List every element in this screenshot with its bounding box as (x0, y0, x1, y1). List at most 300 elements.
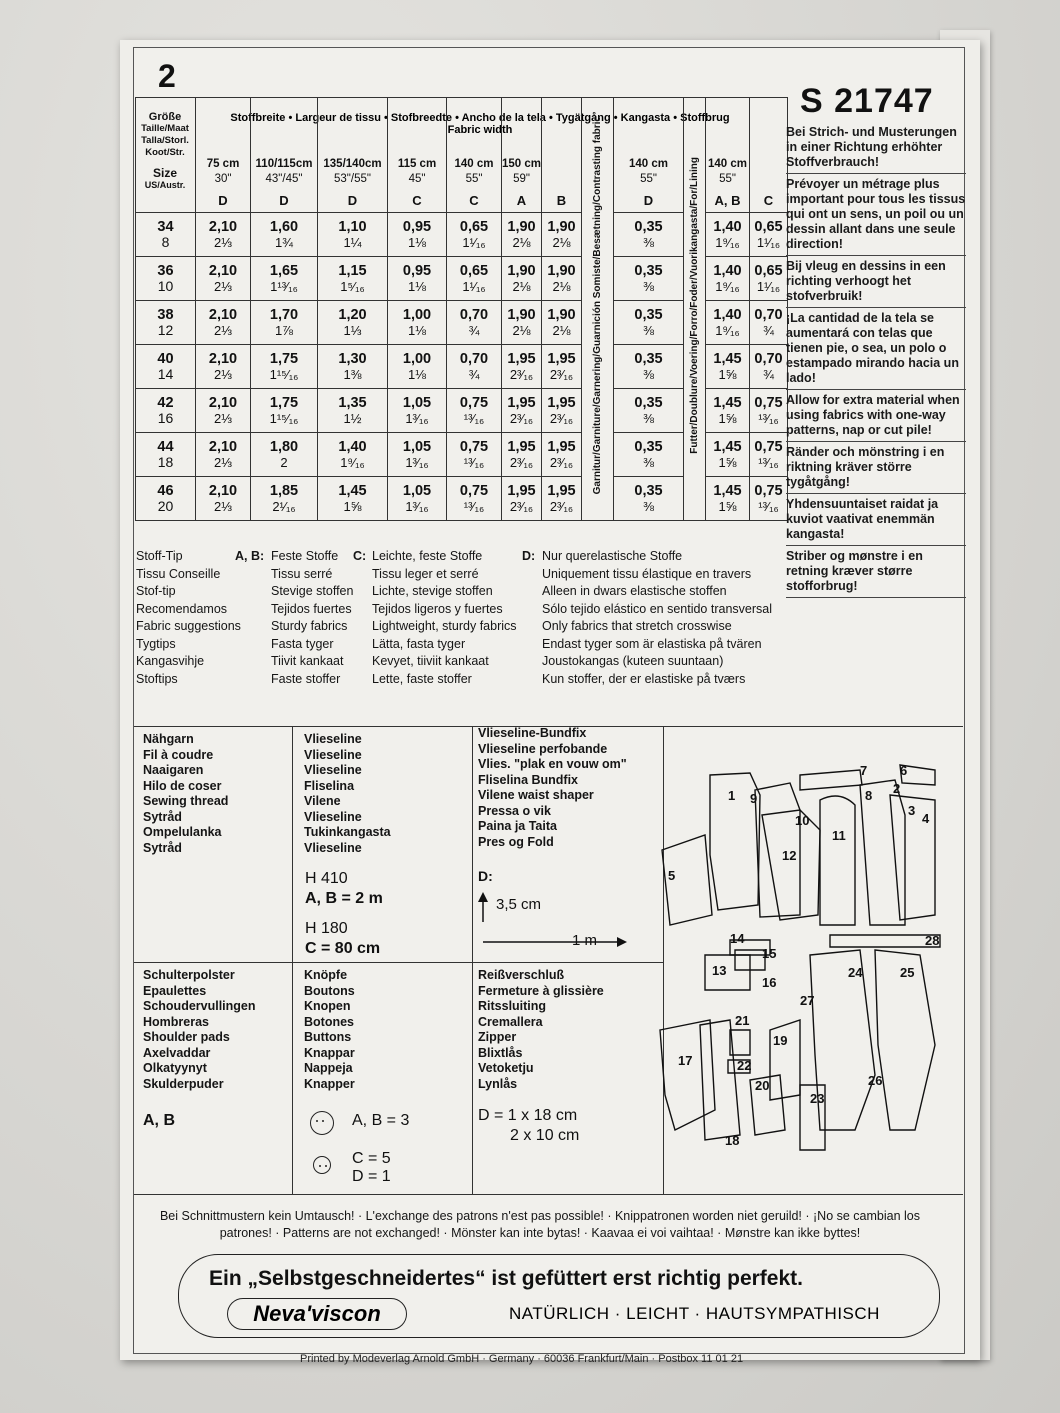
view-letter: C (412, 193, 422, 208)
fabric-width-column (502, 98, 542, 213)
tip-label: Recomendamos (136, 601, 228, 616)
yardage-cell (614, 433, 684, 477)
divider (292, 726, 293, 1194)
yardage-yards: ¹³⁄₁₆ (758, 454, 779, 470)
yardage-meters: 1,65 (269, 262, 299, 279)
yardage-cell (318, 389, 388, 433)
yardage-meters: 1,95 (507, 350, 536, 367)
size-sub: US/Austr. (144, 180, 186, 190)
pattern-piece-number: 22 (737, 1058, 752, 1073)
yardage-meters: 1,45 (713, 394, 742, 411)
yardage-cell (542, 301, 582, 345)
yardage-cell (542, 345, 582, 389)
yardage-cell (542, 389, 582, 433)
pattern-piece-number: 3 (908, 803, 916, 818)
yardage-yards: ¹³⁄₁₆ (758, 498, 779, 514)
yardage-meters: 1,05 (402, 394, 432, 411)
shoulder-pad-views: A, B (143, 1112, 175, 1129)
tips-labels (136, 548, 241, 688)
thread-label: Sewing thread (143, 794, 229, 808)
yardage-yards: 1⁹⁄₁₆ (340, 454, 365, 470)
yardage-cell (750, 433, 788, 477)
size-header-es: Talla/Storl. (141, 135, 189, 146)
slogan-text: Ein „Selbstgeschneidertes“ ist gefüttert erst richtig perfekt. (209, 1267, 803, 1290)
size-eu: 40 (157, 350, 174, 367)
yardage-cell (388, 433, 447, 477)
yardage-meters: 0,65 (754, 262, 783, 279)
yardage-meters: 2,10 (208, 482, 238, 499)
yardage-meters: 0,75 (754, 482, 783, 499)
pattern-piece-number: 4 (922, 811, 930, 826)
width-in: 43"/45" (265, 173, 303, 185)
yardage-cell (447, 345, 502, 389)
yardage-cell (706, 389, 750, 433)
yardage-yards: ¾ (763, 366, 774, 382)
tip-c-text: Lätta, fasta tyger (372, 636, 466, 651)
tip-label: Stof-tip (136, 584, 176, 598)
yardage-meters: 1,75 (269, 350, 299, 367)
yardage-yards: 2⅛ (552, 234, 571, 250)
width-in: 53"/55" (334, 173, 371, 185)
pattern-piece-shape (830, 935, 940, 947)
pattern-piece-number: 14 (730, 931, 745, 946)
yardage-yards: 1¹³⁄₁₆ (270, 278, 298, 294)
yardage-meters: 1,45 (713, 482, 742, 499)
yardage-cell (251, 477, 318, 521)
yardage-cell (447, 257, 502, 301)
yardage-meters: 0,65 (459, 262, 489, 279)
fabric-width-column (196, 98, 251, 213)
yardage-yards: 2⅓ (213, 322, 233, 338)
pattern-piece-number: 10 (795, 813, 810, 828)
buttons-c-count: C = 5 (352, 1150, 391, 1167)
yardage-yards: 1⅝ (718, 454, 737, 470)
tip-d-text: Kun stoffer, der er elastiske på tværs (542, 671, 746, 686)
zipper-label: Fermeture à glissière (478, 983, 604, 998)
yardage-meters: 0,35 (634, 306, 663, 323)
tip-d-text: Nur querelastische Stoffe (542, 549, 683, 563)
size-label: Size (152, 166, 177, 180)
thread-label: Sytråd (143, 809, 182, 824)
pattern-piece-number: 7 (860, 763, 868, 778)
tips-c (372, 548, 517, 688)
tip-d-text: Sólo tejido elástico en sentido transversal (542, 601, 772, 616)
size-eu: 42 (157, 394, 174, 411)
yardage-meters: 1,85 (269, 482, 299, 499)
width-cm: 140 cm (454, 158, 494, 170)
yardage-cell (447, 301, 502, 345)
size-cell (136, 301, 196, 345)
tip-ab-text: Tiivit kankaat (271, 654, 344, 668)
yardage-yards: 2⅛ (552, 278, 571, 294)
interfacing-label: Vlieseline (304, 840, 362, 855)
yardage-cell (542, 477, 582, 521)
yardage-yards: 1¼ (343, 234, 362, 250)
bundfix-label: Paina ja Taita (478, 819, 557, 833)
pattern-piece-shape (762, 810, 820, 920)
tip-label: Tissu Conseille (136, 566, 221, 581)
pattern-piece-shape (700, 1020, 740, 1140)
yardage-yards: ⅜ (643, 366, 654, 382)
fabric-width-column (750, 98, 788, 213)
button-label: Knappar (304, 1045, 355, 1060)
yardage-yards: 2 (280, 454, 288, 470)
width-cm: 75 cm (206, 158, 240, 170)
button-label: Buttons (304, 1030, 352, 1044)
view-letter: A, B (714, 193, 741, 208)
view-letter: A (516, 193, 527, 208)
exchange-line-2: patrones! · Patterns are not exchanged! · Mönster kan inte bytas! · Kaavaa ei voi vaihtaa! · Mønstre kan ikke byttes! (219, 1226, 861, 1240)
yardage-cell (251, 213, 318, 257)
bundfix-d-label: D: (478, 868, 493, 884)
buttons-ab-count: A, B = 3 (352, 1112, 410, 1129)
yardage-cell (542, 257, 582, 301)
view-letter: D (643, 193, 654, 208)
fabric-width-column (388, 98, 447, 213)
size-eu: 44 (157, 438, 174, 455)
yardage-meters: 0,75 (459, 394, 489, 411)
button-label: Nappeja (304, 1061, 353, 1075)
yardage-meters: 1,95 (507, 482, 536, 499)
yardage-yards: ⅜ (643, 454, 654, 470)
tip-ab-text: Tejidos fuertes (271, 601, 352, 616)
yardage-meters: 0,35 (634, 394, 663, 411)
yardage-yards: ¾ (468, 366, 480, 382)
pattern-piece-number: 2 (893, 781, 901, 796)
size-header-cell (136, 98, 196, 213)
yardage-yards: ⅜ (643, 410, 654, 426)
pattern-piece-number: 1 (728, 788, 736, 803)
shoulder-pad-label: Shoulder pads (143, 1030, 230, 1044)
yardage-yards: 1¹⁄₁₆ (756, 278, 781, 294)
pattern-piece-number: 17 (678, 1053, 693, 1068)
tip-c-text: Lightweight, sturdy fabrics (372, 619, 517, 633)
yardage-meters: 1,20 (338, 306, 367, 323)
shoulder-pad-label: Schoudervullingen (143, 999, 256, 1013)
yardage-table (135, 97, 788, 521)
yardage-meters: 1,00 (402, 350, 432, 367)
button-label: Knopen (304, 999, 351, 1013)
yardage-meters: 2,10 (208, 438, 238, 455)
pattern-pieces-diagram (650, 755, 950, 1155)
zipper-labels (478, 968, 604, 1092)
thread-label: Ompelulanka (143, 825, 222, 839)
tip-label: Kangasvihje (136, 654, 205, 668)
yardage-meters: 1,00 (402, 306, 432, 323)
yardage-yards: 2³⁄₁₆ (509, 498, 534, 514)
zipper-label: Lynlås (478, 1076, 518, 1091)
contrast-fabric-header (582, 98, 614, 521)
bundfix-label: Vlies. "plak en vouw om" (478, 757, 627, 771)
yardage-cell (542, 213, 582, 257)
yardage-cell (251, 257, 318, 301)
yardage-meters: 1,45 (713, 350, 742, 367)
view-letter: C (469, 193, 479, 208)
size-eu: 34 (157, 218, 174, 235)
yardage-cell (502, 433, 542, 477)
yardage-meters: 1,95 (547, 482, 576, 499)
yardage-cell (614, 301, 684, 345)
pattern-piece-number: 21 (735, 1013, 750, 1028)
yardage-yards: 1⅓ (343, 322, 362, 338)
divider (134, 1194, 963, 1195)
width-cm: 140 cm (707, 158, 747, 170)
pattern-piece-number: 25 (900, 965, 915, 980)
yardage-meters: 1,10 (338, 218, 367, 235)
yardage-cell (447, 477, 502, 521)
width-in: 45" (408, 173, 426, 185)
divider (134, 962, 664, 963)
bundfix-label: Fliselina Bundfix (478, 772, 579, 787)
yardage-yards: ¹³⁄₁₆ (463, 454, 485, 470)
yardage-yards: ⅜ (643, 278, 654, 294)
yardage-yards: 1⅝ (718, 366, 737, 382)
width-in: 55" (640, 173, 657, 185)
size-header-de: Größe (148, 111, 182, 123)
yardage-meters: 0,70 (459, 306, 489, 323)
pattern-piece-number: 8 (865, 788, 873, 803)
thread-label: Hilo de coser (143, 778, 222, 793)
yardage-meters: 0,35 (634, 438, 663, 455)
size-us: 10 (157, 277, 174, 294)
yardage-meters: 0,95 (402, 218, 432, 235)
pattern-piece-number: 23 (810, 1091, 825, 1106)
yardage-meters: 2,10 (208, 218, 238, 235)
yardage-cell (447, 213, 502, 257)
yardage-cell (318, 477, 388, 521)
width-cm: 135/140cm (323, 158, 382, 170)
pattern-piece-number: 24 (848, 965, 863, 980)
yardage-yards: 1½ (343, 410, 362, 426)
yardage-cell (318, 433, 388, 477)
yardage-yards: 2³⁄₁₆ (549, 498, 574, 514)
page-number: 2 (158, 58, 176, 94)
yardage-cell (706, 213, 750, 257)
yardage-cell (318, 301, 388, 345)
yardage-cell (447, 389, 502, 433)
yardage-meters: 0,35 (634, 218, 663, 235)
exchange-notice (145, 1208, 935, 1242)
yardage-meters: 1,40 (713, 262, 742, 279)
yardage-cell (614, 477, 684, 521)
yardage-meters: 1,15 (338, 262, 367, 279)
yardage-meters: 1,35 (338, 394, 367, 411)
yardage-cell (318, 345, 388, 389)
yardage-cell (502, 301, 542, 345)
bundfix-label: Pres og Fold (478, 834, 554, 849)
yardage-yards: 2⅓ (213, 410, 233, 426)
tip-label: Fabric suggestions (136, 619, 241, 633)
yardage-cell (251, 389, 318, 433)
tips-ab-head: A, B: (235, 549, 265, 563)
yardage-meters: 0,75 (754, 394, 783, 411)
direction-note: ¡La cantidad de la tela se aumentará con telas que tienen pie, o sea, un polo o estampado mirando hacia un lado! (786, 311, 966, 390)
yardage-yards: 2⅓ (213, 278, 233, 294)
yardage-meters: 0,65 (754, 218, 783, 235)
yardage-meters: 1,90 (507, 306, 536, 323)
yardage-cell (196, 257, 251, 301)
size-us: 14 (157, 365, 174, 382)
pattern-piece-shape (660, 1020, 715, 1130)
bundfix-label: Pressa o vik (478, 803, 551, 818)
yardage-yards: ⅜ (643, 498, 654, 514)
yardage-meters: 1,70 (269, 306, 299, 323)
interfacing-label: Tukinkangasta (304, 825, 391, 839)
yardage-yards: 2³⁄₁₆ (549, 410, 574, 426)
fabric-width-column (447, 98, 502, 213)
yardage-cell (614, 257, 684, 301)
yardage-meters: 1,05 (402, 438, 432, 455)
fabric-width-row (136, 98, 788, 213)
zipper-size-1: D = 1 x 18 cm (478, 1107, 578, 1124)
brand-tagline: NATÜRLICH · LEICHT · HAUTSYMPATHISCH (509, 1304, 880, 1323)
tip-c-text: Leichte, feste Stoffe (372, 549, 483, 563)
bundfix-width: 3,5 cm (496, 896, 542, 913)
tip-label: Tygtips (136, 636, 176, 651)
yardage-cell (251, 433, 318, 477)
yardage-meters: 2,10 (208, 306, 238, 323)
fabric-width-column (318, 98, 388, 213)
fabric-width-en: Fabric width (447, 124, 513, 136)
yardage-cell (447, 433, 502, 477)
yardage-meters: 1,40 (713, 218, 742, 235)
interfacing-label: Vlieseline (304, 732, 362, 746)
yardage-yards: 1⅝ (718, 410, 737, 426)
h180-code: H 180 (305, 920, 348, 937)
yardage-cell (542, 433, 582, 477)
pattern-piece-number: 13 (712, 963, 727, 978)
shoulder-pad-label: Olkatyynyt (143, 1061, 207, 1075)
yardage-meters: 1,90 (507, 218, 536, 235)
fabric-width-column (706, 98, 750, 213)
thread-label: Nähgarn (143, 732, 194, 746)
yardage-meters: 2,10 (208, 350, 238, 367)
tip-ab-text: Stevige stoffen (271, 584, 354, 598)
yardage-yards: 1¹⁵⁄₁₆ (269, 410, 299, 426)
yardage-meters: 0,75 (459, 438, 489, 455)
view-letter: D (218, 193, 228, 208)
yardage-cell (196, 345, 251, 389)
pattern-piece-shape (820, 796, 855, 925)
yardage-yards: 1⅛ (407, 322, 427, 338)
pattern-piece-number: 27 (800, 993, 815, 1008)
view-letter: B (556, 193, 567, 208)
bundfix-labels (478, 726, 627, 850)
yardage-yards: 2⅓ (213, 454, 233, 470)
yardage-cell (502, 257, 542, 301)
yardage-yards: 2¹⁄₁₆ (272, 498, 296, 514)
size-cell (136, 257, 196, 301)
yardage-cell (706, 433, 750, 477)
button-label: Knapper (304, 1076, 355, 1091)
size-us: 20 (157, 497, 174, 514)
interfacing-label: Fliselina (304, 778, 355, 793)
zipper-label: Cremallera (478, 1014, 543, 1029)
yardage-yards: 1⅛ (407, 366, 427, 382)
yardage-meters: 1,45 (338, 482, 367, 499)
yardage-meters: 1,80 (269, 438, 299, 455)
direction-note: Striber og mønstre i en retning kræver større stofforbrug! (786, 549, 966, 598)
view-letter: D (279, 193, 289, 208)
size-cell (136, 433, 196, 477)
pattern-piece-number: 28 (925, 933, 940, 948)
size-us: 8 (161, 233, 170, 250)
bundfix-label: Vlieseline-Bundfix (478, 726, 587, 740)
contrast-fabric-label: Garnitur/Garniture/Garnering/Guarnición Somiste/Besætning/Contrasting fabric (592, 116, 603, 495)
fabric-width-column (614, 98, 684, 213)
button-label: Botones (304, 1014, 354, 1029)
pattern-piece-number: 9 (750, 791, 758, 806)
yardage-cell (388, 301, 447, 345)
yardage-yards: 2³⁄₁₆ (549, 454, 574, 470)
interfacing-label: Vlieseline (304, 809, 362, 824)
tip-label: Stoftips (136, 671, 178, 686)
h410-amount: A, B = 2 m (305, 890, 383, 907)
pattern-piece-number: 18 (725, 1133, 740, 1148)
yardage-cell (196, 213, 251, 257)
zipper-label: Reißverschluß (478, 968, 565, 982)
zipper-label: Zipper (478, 1030, 517, 1044)
tip-c-text: Kevyet, tiiviit kankaat (372, 654, 489, 668)
shoulder-pad-label: Epaulettes (143, 983, 207, 998)
yardage-cell (706, 345, 750, 389)
pattern-code: S 21747 (800, 82, 934, 120)
yardage-yards: 2⅛ (512, 278, 531, 294)
thread-labels (143, 732, 228, 856)
yardage-cell (196, 433, 251, 477)
tip-c-text: Lette, faste stoffer (372, 671, 472, 686)
yardage-yards: 1⅛ (407, 278, 427, 294)
yardage-cell (388, 257, 447, 301)
yardage-cell (502, 213, 542, 257)
yardage-yards: 1⁹⁄₁₆ (715, 322, 740, 338)
yardage-meters: 0,35 (634, 350, 663, 367)
size-us: 16 (157, 409, 174, 426)
interfacing-label: Vlieseline (304, 763, 362, 777)
pattern-piece-number: 19 (773, 1033, 788, 1048)
yardage-meters: 0,35 (634, 482, 663, 499)
yardage-meters: 1,60 (269, 218, 299, 235)
printer-imprint: Printed by Modeverlag Arnold GmbH · Germany · 60036 Frankfurt/Main · Postbox 11 01 21 (300, 1353, 744, 1365)
yardage-cell (750, 345, 788, 389)
pattern-piece-number: 12 (782, 848, 797, 863)
yardage-meters: 1,05 (402, 482, 432, 499)
pattern-piece-number: 6 (900, 763, 908, 778)
buttons-d-count: D = 1 (352, 1168, 391, 1185)
yardage-meters: 1,45 (713, 438, 742, 455)
size-cell (136, 477, 196, 521)
yardage-yards: 2⅛ (552, 322, 571, 338)
thread-label: Sytråd (143, 840, 182, 855)
yardage-meters: 0,70 (754, 350, 783, 367)
yardage-cell (502, 389, 542, 433)
direction-note: Ränder och mönstring i en riktning kräver större tygåtgång! (786, 445, 966, 494)
pattern-piece-number: 11 (832, 828, 846, 843)
yardage-cell (251, 345, 318, 389)
interfacing-labels (304, 732, 391, 856)
interfacing-label: Vlieseline (304, 747, 362, 762)
width-in: 55" (465, 173, 483, 185)
yardage-yards: 2⅛ (512, 234, 531, 250)
tip-d-text: Only fabrics that stretch crosswise (542, 619, 732, 633)
yardage-yards: 2³⁄₁₆ (509, 454, 534, 470)
yardage-meters: 1,40 (713, 306, 742, 323)
pattern-piece-number: 16 (762, 975, 777, 990)
yardage-yards: 1¾ (274, 234, 294, 250)
yardage-yards: 1⅛ (407, 234, 427, 250)
yardage-yards: 2⅓ (213, 498, 233, 514)
yardage-cell (196, 477, 251, 521)
